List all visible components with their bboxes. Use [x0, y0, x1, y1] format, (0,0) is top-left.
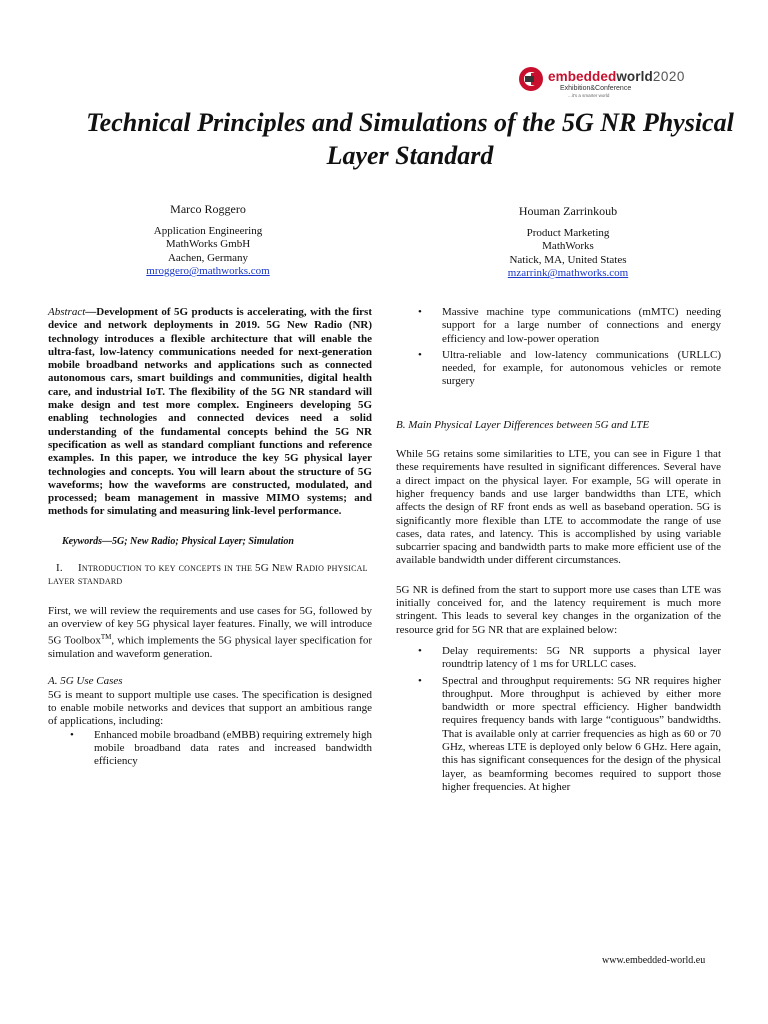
right-column: [396, 306, 721, 797]
list-item: • Enhanced mobile broadband (eMBB) requiring extremely high mobile broadband data rates and increased bandwidth efficiency: [70, 728, 372, 768]
section-heading-1: [48, 562, 372, 589]
bullet-icon: •: [418, 348, 422, 361]
use-cases-list: [48, 729, 372, 769]
logo-tagline: ...it's a smarter world: [568, 93, 610, 98]
author-dept: Application Engineering: [153, 224, 263, 237]
paper-title: Technical Principles and Simulations of the 5G NR Physical Layer Standard: [86, 108, 734, 170]
list-item: • Massive machine type communications (mMTC) needing support for a large number of connections and energy efficiency and low-power operation: [418, 306, 721, 345]
trademark-superscript: TM: [100, 633, 112, 642]
author-org: MathWorks GmbH: [165, 238, 251, 250]
abstract-body: —Development of 5G products is accelerating, with the first device and network deployments in 2019. 5G New Radio (NR) technology introduces a flexible architecture that will enable the ultra-fast, low-latency communications needed for next-generation mobile broadband networks and applications such as connected autonomous cars, smart buildings and communities, digital health care, and industrial IoT. The flexibility of the 5G NR standard will make design and test more complex. Engineers developing 5G enabling technologies and connected devices need a solid understanding of the fundamental concepts behind the 5G NR specification as well as standard compliant functions and reference examples. In this paper, we introduce the key 5G physical layer technologies and concepts. You will learn about the structure of 5G waveforms; how the waveforms are constructed, modulated, and processed; beam management in massive MIMO systems; and methods for simulating and measuring link-level performance.: [48, 306, 372, 518]
abstract-lead: Abstract: [48, 306, 86, 318]
author-email-link[interactable]: mzarrink@mathworks.com: [507, 267, 629, 279]
subsection-b-paragraph-2: 5G NR is defined from the start to support more use cases than LTE was initially conceived for, and the latency requirement is much more stringent. This leads to several key changes in the organization of the resource grid for 5G NR that are explained below:: [396, 583, 721, 636]
author-location: Natick, MA, United States: [509, 253, 627, 266]
bullet-icon: •: [418, 644, 422, 657]
author-org: MathWorks: [542, 240, 594, 252]
subsection-a-paragraph: 5G is meant to support multiple use cases. The specification is designed to enable mobile networks and devices that support an ambitious range of applications, including:: [48, 688, 372, 728]
list-item: • Delay requirements: 5G NR supports a physical layer roundtrip latency of 1 ms for URLLC cases.: [418, 644, 721, 671]
abstract: [48, 306, 372, 519]
bullet-icon: •: [70, 728, 74, 741]
author-name: Marco Roggero: [170, 202, 246, 216]
author-dept: Product Marketing: [526, 226, 610, 239]
embedded-world-logo-icon: [518, 66, 544, 92]
list-item: • Spectral and throughput requirements: 5G NR requires higher throughput. More throughput is achieved by either more bandwidth or more spectral efficiency. Higher bandwidth requires frequency bands with large “contiguous” bandwidths. That is available only at carrier frequencies as high as 60 or 70 GHz, whereas LTE is deployed only below 6 GHz. Here again, this has significant consequences for the design of the physical layer, as beamforming becomes required to support those higher frequencies. At higher: [418, 674, 721, 793]
left-column: [48, 306, 372, 772]
logo-name: embeddedworld2020: [548, 69, 685, 84]
author-email-link[interactable]: mroggero@mathworks.com: [146, 265, 270, 277]
author-block-1: [108, 203, 308, 279]
footer-url[interactable]: www.embedded-world.eu: [602, 955, 706, 966]
bullet-icon: •: [418, 674, 422, 687]
use-cases-list-continued: [396, 306, 721, 389]
list-item: • Ultra-reliable and low-latency communications (URLLC) needed, for example, for autonomous vehicles or remote surgery: [418, 348, 721, 388]
subsection-heading-a: A. 5G Use Cases: [48, 675, 123, 688]
subsection-heading-b: B. Main Physical Layer Differences between 5G and LTE: [396, 418, 650, 431]
embedded-world-logo: [518, 64, 718, 104]
section1-paragraph: First, we will review the requirements and use cases for 5G, followed by an overview of key 5G physical layer features. Finally, we will introduce 5G Toolbox™, which implements the 5G physical layer specification for simulation and waveform generation.: [48, 604, 372, 661]
bullet-icon: •: [418, 306, 422, 318]
author-block-2: [468, 205, 668, 281]
author-location: Aachen, Germany: [167, 251, 249, 264]
subsection-b-paragraph-1: While 5G retains some similarities to LTE, you can see in Figure 1 that these requirements have resulted in significant differences. Several have a direct impact on the physical layer. For example, 5G will operate in higher frequency bands and use larger bandwidths than LTE, which affects the design of RF front ends as well as baseband operation. 5G is significantly more flexible than LTE to accommodate the range of use cases, data rates, and latency. This is accomplished by using variable subcarrier spacing and bandwidth parts to make more efficient use of the available bandwidth under different circumstances.: [396, 448, 721, 567]
differences-list: [396, 645, 721, 794]
section-title: Introduction to key concepts in the 5G New Radio physical layer standard: [48, 562, 368, 588]
keywords: Keywords—5G; New Radio; Physical Layer; Simulation: [62, 535, 294, 547]
author-name: Houman Zarrinkoub: [518, 204, 618, 218]
section-number: I.: [56, 562, 63, 575]
logo-subtitle: Exhibition&Conference: [560, 85, 632, 92]
